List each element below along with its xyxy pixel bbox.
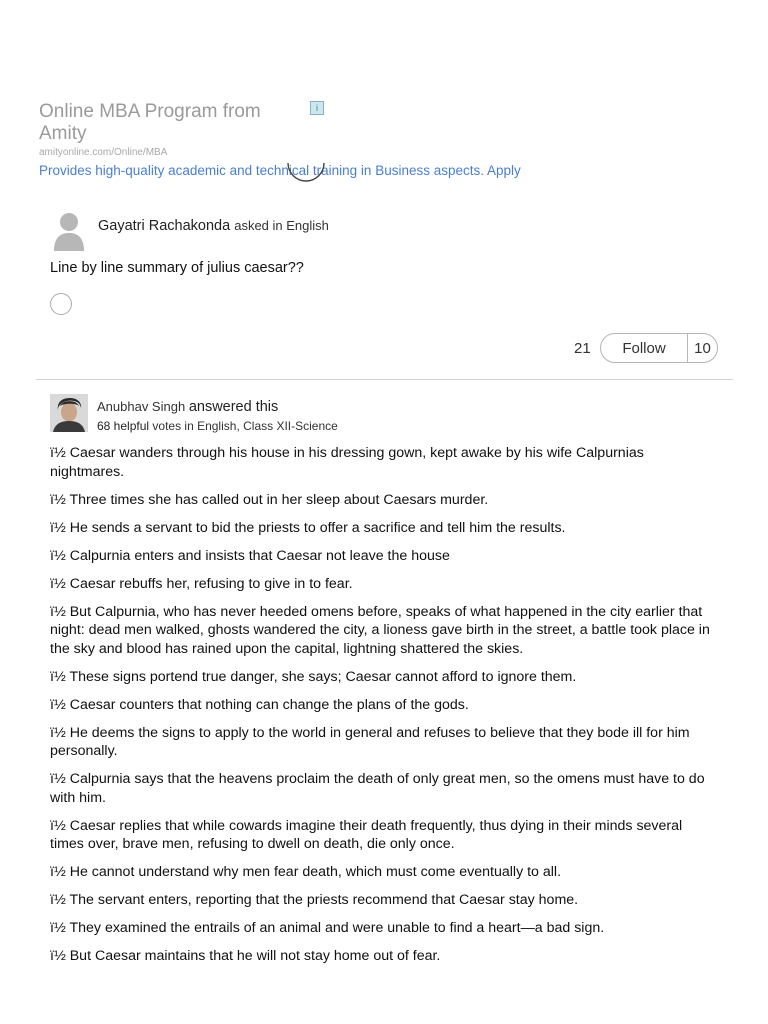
ad-circle-icon[interactable] xyxy=(285,143,327,185)
answerer-meta xyxy=(97,419,338,433)
answer-paragraph: ï½ Calpurnia enters and insists that Caesar not leave the house xyxy=(50,547,450,564)
answer-paragraph: ï½ He deems the signs to apply to the world in general and refuses to believe that they bode ill for him personally. xyxy=(50,724,690,759)
answer-paragraph: ï½ The servant enters, reporting that the priests recommend that Caesar stay home. xyxy=(50,892,579,908)
answerer-name[interactable]: Anubhav Singh xyxy=(97,399,186,414)
info-icon[interactable]: i xyxy=(310,101,324,115)
answer-action: answered this xyxy=(188,399,279,415)
answer-paragraph: ï½ They examined the entrails of an animal and were unable to find a heart—a bad sign. xyxy=(50,920,605,936)
asker-meta: asked in English xyxy=(234,218,329,233)
answer-paragraph: ï½ But Caesar maintains that he will not stay home out of fear. xyxy=(50,948,441,964)
answer-paragraph: ï½ Caesar replies that while cowards imagine their death frequently, thus dying in their minds several times over, brave men, refusing to dwell on death, die only once. xyxy=(50,817,683,852)
answerer-line xyxy=(97,399,278,415)
answer-body xyxy=(50,444,710,975)
helpful-count: 68 helpful xyxy=(97,419,150,433)
follow-count: 10 xyxy=(694,339,711,357)
section-divider xyxy=(36,379,733,380)
ad-block[interactable] xyxy=(39,101,521,179)
answer-paragraph: ï½ Caesar wanders through his house in his dressing gown, kept awake by his wife Calpurnias nightmares. xyxy=(50,445,644,480)
ad-description[interactable]: Provides high-quality academic and technical training in Business aspects. Apply xyxy=(39,163,521,178)
answer-count: 21 xyxy=(574,340,591,357)
question-text: Line by line summary of julius caesar?? xyxy=(50,260,304,276)
answer-paragraph: ï½ He sends a servant to bid the priests to offer a sacrifice and tell him the results. xyxy=(50,519,566,536)
default-avatar-icon xyxy=(50,210,88,252)
answerer-avatar[interactable] xyxy=(50,394,88,432)
ad-title[interactable]: Online MBA Program from Amity xyxy=(39,101,261,144)
answer-paragraph: ï½ But Calpurnia, who has never heeded omens before, speaks of what happened in the city earlier that night: dead men walked, ghosts wandered the city, a lioness gave birth in the street, a battle took place in the sky and blood has rained upon the capital, lightning shattered the skies. xyxy=(50,603,710,657)
answer-paragraph: ï½ He cannot understand why men fear death, which must come eventually to all. xyxy=(50,864,562,880)
answer-paragraph: ï½ Caesar counters that nothing can change the plans of the gods. xyxy=(50,696,469,713)
asker-name[interactable]: Gayatri Rachakonda xyxy=(98,218,231,234)
ad-url[interactable]: amityonline.com/Online/MBA xyxy=(39,147,168,158)
question-radio[interactable] xyxy=(50,293,72,315)
asker-line xyxy=(98,218,329,234)
answer-paragraph: ï½ Calpurnia says that the heavens proclaim the death of only great men, so the omens must have to do with him. xyxy=(50,771,705,806)
answerer-meta-text: votes in English, Class XII-Science xyxy=(152,419,338,433)
follow-button[interactable] xyxy=(600,333,718,363)
answer-paragraph: ï½ These signs portend true danger, she says; Caesar cannot afford to ignore them. xyxy=(50,668,577,685)
answer-paragraph: ï½ Three times she has called out in her sleep about Caesars murder. xyxy=(50,491,489,508)
follow-label[interactable]: Follow xyxy=(622,339,666,357)
answer-paragraph: ï½ Caesar rebuffs her, refusing to give in to fear. xyxy=(50,575,353,592)
